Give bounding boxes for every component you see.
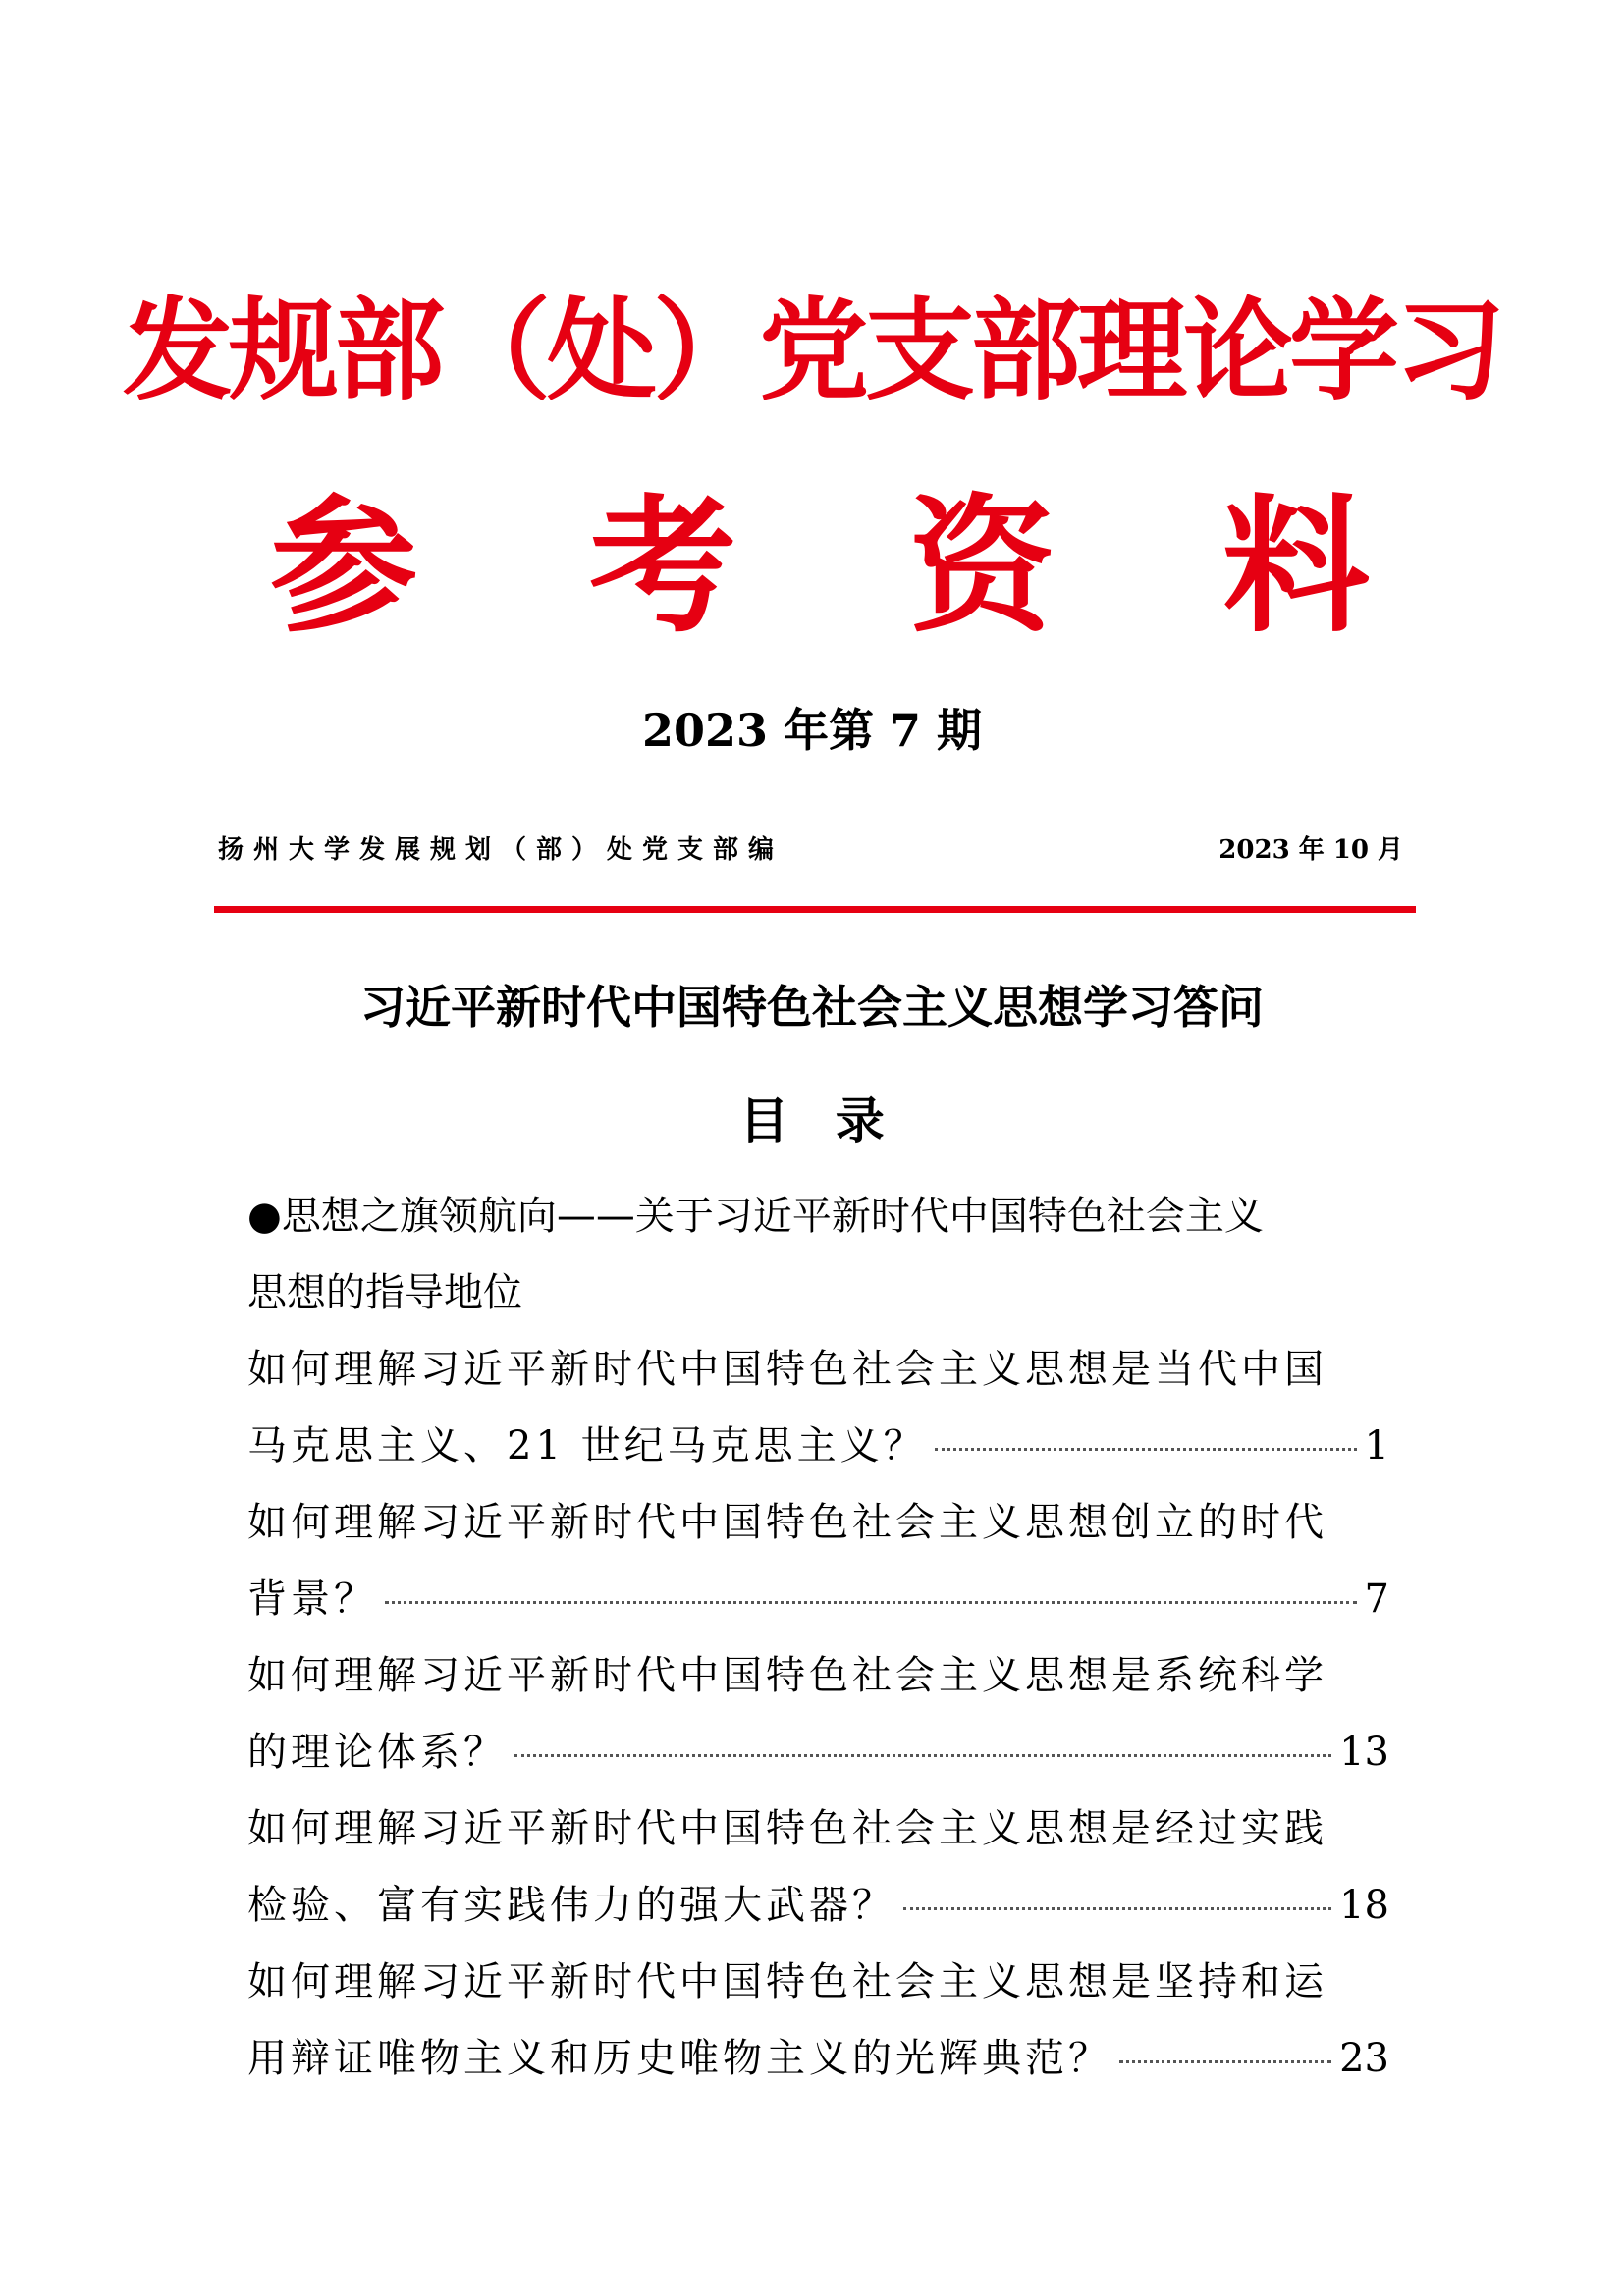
dot-leader — [385, 1601, 1357, 1604]
toc-page-number: 23 — [1339, 2036, 1389, 2081]
toc-entry-text: 如何理解习近平新时代中国特色社会主义思想创立的时代 — [247, 1500, 1327, 1545]
toc-entry-text: 马克思主义、21 世纪马克思主义？ — [247, 1423, 927, 1468]
publication-date: 2023 年 10 月 — [1218, 835, 1403, 865]
toc-section-line: 思想的指导地位 — [247, 1270, 522, 1315]
toc-entry[interactable] — [247, 1331, 1389, 1484]
toc-section-line: ●思想之旗领航向——关于习近平新时代中国特色社会主义 — [247, 1194, 1264, 1239]
dot-leader — [1119, 2060, 1331, 2063]
toc-entry-lead-line — [247, 1408, 1389, 1484]
table-of-contents — [247, 1178, 1389, 2097]
subtitle-char: 考 — [589, 482, 737, 653]
toc-entry-text: 如何理解习近平新时代中国特色社会主义思想是经过实践 — [247, 1806, 1327, 1851]
toc-entry-text: 如何理解习近平新时代中国特色社会主义思想是系统科学 — [247, 1653, 1327, 1698]
toc-entry[interactable] — [247, 1484, 1389, 1637]
subtitle-char: 参 — [270, 482, 418, 653]
toc-entry-lead-line — [247, 1867, 1389, 1944]
toc-entry[interactable] — [247, 1637, 1389, 1790]
toc-page-number: 1 — [1364, 1423, 1389, 1468]
dot-leader — [935, 1448, 1357, 1451]
subtitle-char: 料 — [1222, 482, 1371, 653]
toc-entry-text: 背景？ — [247, 1576, 377, 1622]
toc-entry-text: 如何理解习近平新时代中国特色社会主义思想是坚持和运 — [247, 1959, 1327, 2004]
toc-entry[interactable] — [247, 1790, 1389, 1944]
toc-heading: 目 录 — [739, 1093, 885, 1149]
dot-leader — [903, 1907, 1331, 1910]
toc-page-number: 18 — [1339, 1883, 1389, 1928]
masthead-title: 发规部（处）党支部理论学习 — [123, 288, 1501, 415]
dot-leader — [514, 1754, 1331, 1757]
issue-number: 2023 年第 7 期 — [641, 704, 983, 757]
red-divider — [214, 906, 1416, 913]
toc-entry[interactable] — [247, 1944, 1389, 2097]
toc-page-number: 7 — [1364, 1576, 1389, 1622]
toc-section-heading — [247, 1178, 1389, 1331]
toc-entry-lead-line — [247, 2020, 1389, 2097]
toc-entry-lead-line — [247, 1561, 1389, 1637]
toc-entry-lead-line — [247, 1714, 1389, 1790]
toc-entry-text: 检验、富有实践伟力的强大武器？ — [247, 1883, 895, 1928]
toc-entry-text: 如何理解习近平新时代中国特色社会主义思想是当代中国 — [247, 1347, 1327, 1392]
toc-page-number: 13 — [1339, 1730, 1389, 1775]
document-title: 习近平新时代中国特色社会主义思想学习答问 — [360, 981, 1264, 1034]
masthead-subtitle — [0, 469, 1624, 666]
toc-entry-text: 的理论体系？ — [247, 1730, 507, 1775]
subtitle-char: 资 — [908, 482, 1056, 653]
editor-line: 扬州大学发展规划（部）处党支部编 — [218, 835, 785, 865]
toc-entry-text: 用辩证唯物主义和历史唯物主义的光辉典范？ — [247, 2036, 1111, 2081]
